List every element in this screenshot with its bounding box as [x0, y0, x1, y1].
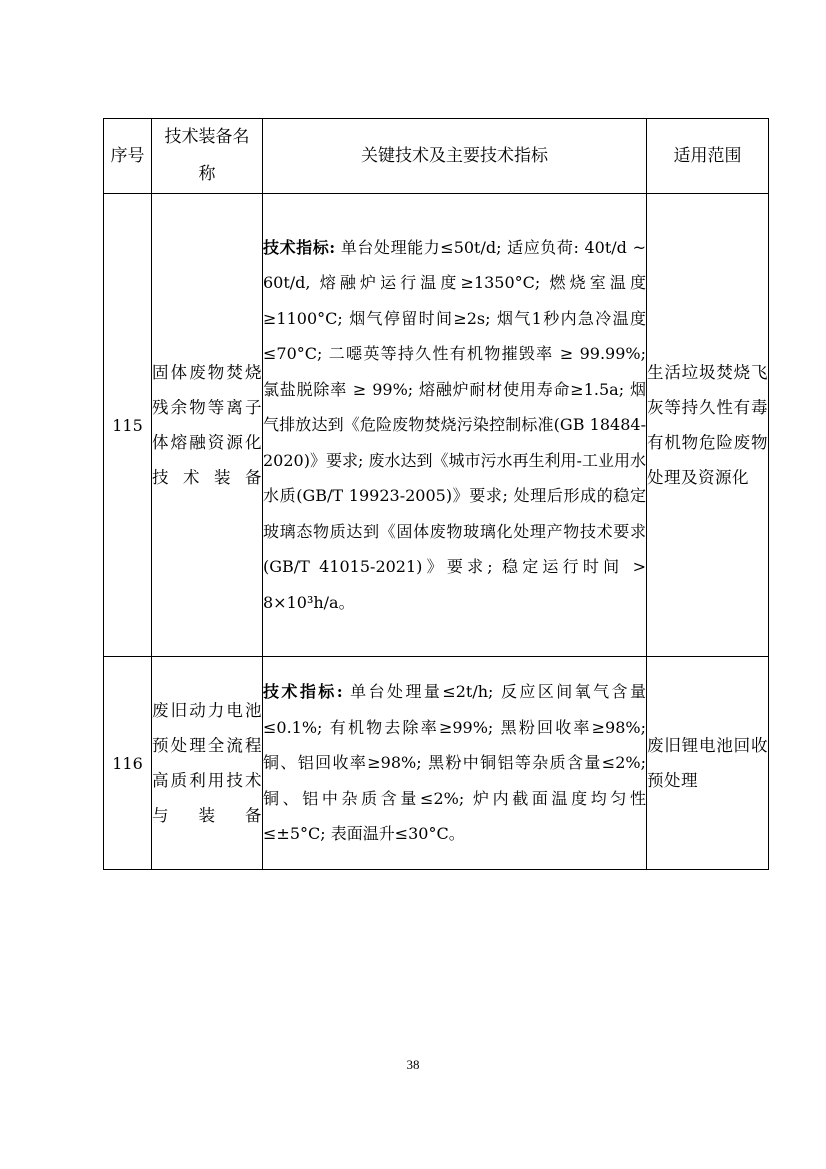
page-number: 38: [406, 1057, 420, 1072]
header-scope: [647, 119, 769, 194]
row-scope: 废旧锂电池回收预处理: [647, 657, 769, 870]
header-serial-number: [104, 119, 152, 194]
indicator-label: 技术指标:: [263, 237, 336, 257]
row-serial-number: 116: [104, 657, 152, 870]
row-equipment-name: 固体废物焚烧残余物等离子体熔融资源化技术装备: [152, 194, 263, 657]
header-key-technology: [263, 119, 647, 194]
row-equipment-name: 废旧动力电池预处理全流程高质利用技术与装备: [152, 657, 263, 870]
table-header-row: [104, 119, 769, 194]
indicator-text: 单台处理量≤2t/h; 反应区间氧气含量≤0.1%; 有机物去除率≥99%; 黑粉回收率≥98%; 铜、铝回收率≥98%; 黑粉中铜铝等杂质含量≤2%; 铜、铝中杂质含量≤2%; 炉内截面温度均匀性≤±5°C; 表面温升≤30°C。: [263, 682, 646, 844]
indicator-text: 单台处理能力≤50t/d; 适应负荷: 40t/d ~ 60t/d, 熔融炉运行温度≥1350°C; 燃烧室温度≥1100°C; 烟气停留时间≥2s; 烟气1秒内急冷温度≤70°C; 二噁英等持久性有机物摧毁率 ≥ 99.99%; 氯盐脱除率 ≥ 99%; 熔融炉耐材使用寿命≥1.5a; 烟气排放达到《危险废物焚烧污染控制标准(GB 18484-2020)》要求; 废水达到《城市污水再生利用-工业用水水质(GB/T 19923-2005)》要求; 处理后形成的稳定玻璃态物质达到《固体废物玻璃化处理产物技术要求(GB/T 41015-2021)》要求; 稳定运行时间 > 8×10³h/a。: [263, 237, 646, 612]
table-row: [104, 194, 769, 657]
row-key-technology: [263, 194, 647, 657]
indicator-label: 技术指标:: [263, 682, 343, 702]
technology-table: [103, 118, 769, 870]
header-scope-label: 适用范围: [673, 145, 742, 166]
row-serial-number: 115: [104, 194, 152, 657]
header-key-technology-label: 关键技术及主要技术指标: [361, 145, 548, 166]
header-serial-number-label: 序号: [110, 145, 145, 166]
row-scope: 生活垃圾焚烧飞灰等持久性有毒有机物危险废物处理及资源化: [647, 194, 769, 657]
table-row: [104, 657, 769, 870]
header-equipment-name: [152, 119, 263, 194]
header-equipment-name-label: 技术装备名称: [164, 127, 250, 184]
row-key-technology: [263, 657, 647, 870]
